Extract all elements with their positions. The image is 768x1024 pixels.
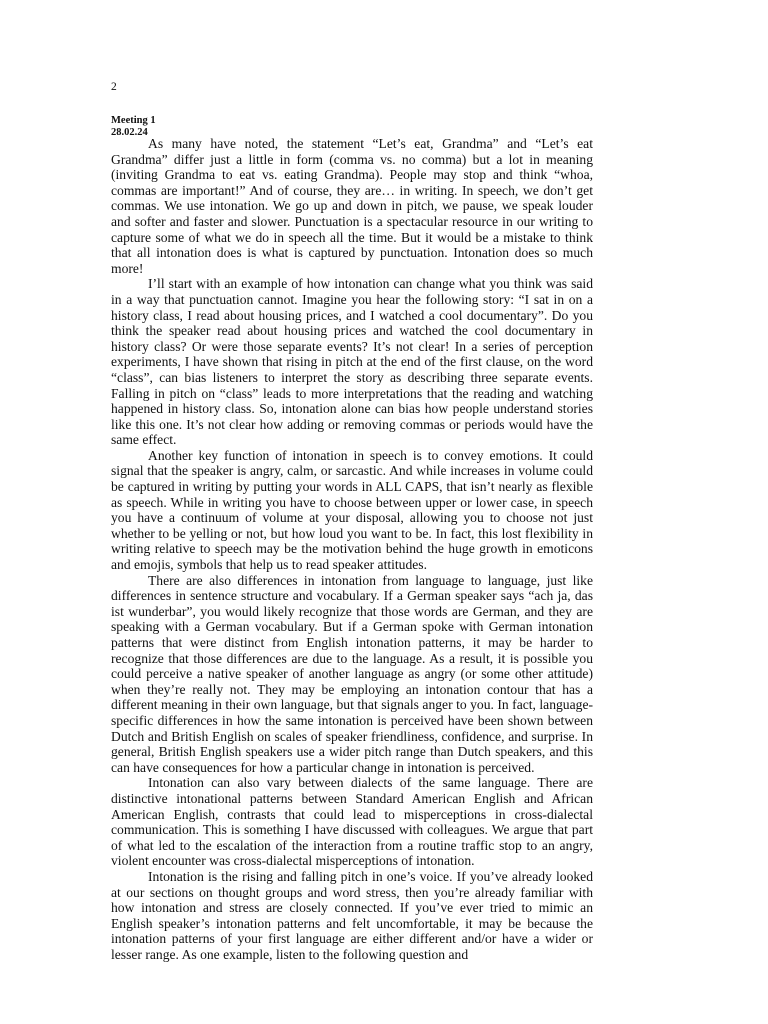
paragraph: Another key function of intonation in speech is to convey emotions. It could signal that the speaker is angry, calm, or sarcastic. And while increases in volume could be captured in writing by putting your words in ALL CAPS, that isn’t nearly as flexible as speech. While in writing you have to choose between upper or lower case, in speech you have a continuum of volume at your disposal, allowing you to choose not just whether to be yelling or not, but how loud you want to be. In fact, this lost flexibility in writing relative to speech may be the motivation behind the huge growth in emoticons and emojis, symbols that help us to read speaker attitudes. [111,447,593,573]
meeting-date: 28.02.24 [111,126,148,138]
document-body [111,136,593,962]
page-number: 2 [111,81,117,93]
paragraph: I’ll start with an example of how intonation can change what you think was said in a way that punctuation cannot. Imagine you hear the following story: “I sat in on a history class, I read about housing prices, and I watched a cool documentary”. Do you think the speaker read about housing prices and watched the cool documentary in history class? Or were those separate events? It’s not clear! In a series of perception experiments, I have shown that rising in pitch at the end of the first clause, on the word “class”, can bias listeners to interpret the story as describing three separate events. Falling in pitch on “class” leads to more interpretations that the reading and watching happened in history class. So, intonation alone can bias how people understand stories like this one. It’s not clear how adding or removing commas or periods would have the same effect. [111,276,593,448]
meeting-title: Meeting 1 [111,115,156,126]
paragraph: Intonation is the rising and falling pitch in one’s voice. If you’ve already looked at our sections on thought groups and word stress, then you’re already familiar with how intonation and stress are closely connected. If you’ve ever tried to mimic an English speaker’s intonation patterns and felt uncomfortable, it may be because the intonation patterns of your first language are either different and/or have a wider or lesser range. As one example, listen to the following question and [111,868,593,962]
paragraph: Intonation can also vary between dialects of the same language. There are distinctive intonational patterns between Standard American English and African American English, contrasts that could lead to misperceptions in cross-dialectal communication. This is something I have discussed with colleagues. We argue that part of what led to the escalation of the interaction from a routine traffic stop to an angry, violent encounter was cross-dialectal misperceptions of intonation. [111,775,593,869]
paragraph: There are also differences in intonation from language to language, just like differences in sentence structure and vocabulary. If a German speaker says “ach ja, das ist wunderbar”, you would likely recognize that those words are German, and they are speaking with a German vocabulary. But if a German spoke with German intonation patterns that were distinct from English intonation patterns, it may be harder to recognize that those differences are due to the language. As a result, it is possible you could perceive a native speaker of another language as angry (or some other attitude) when they’re really not. They may be employing an intonation contour that has a different meaning in their own language, but that signals anger to you. In fact, language-specific differences in how the same intonation is perceived have been shown between Dutch and British English on scales of speaker friendliness, confidence, and surprise. In general, British English speakers use a wider pitch range than Dutch speakers, and this can have consequences for how a particular change in intonation is perceived. [111,572,593,775]
paragraph: As many have noted, the statement “Let’s eat, Grandma” and “Let’s eat Grandma” differ just a little in form (comma vs. no comma) but a lot in meaning (inviting Grandma to eat vs. eating Grandma). People may stop and think “whoa, commas are important!” And of course, they are… in writing. In speech, we don’t get commas. We use intonation. We go up and down in pitch, we pause, we speak louder and softer and faster and slower. Punctuation is a spectacular resource in our writing to capture some of what we do in speech all the time. But it would be a mistake to think that all intonation does is what is captured by punctuation. Intonation does so much more! [111,136,593,276]
meeting-header [111,115,156,138]
